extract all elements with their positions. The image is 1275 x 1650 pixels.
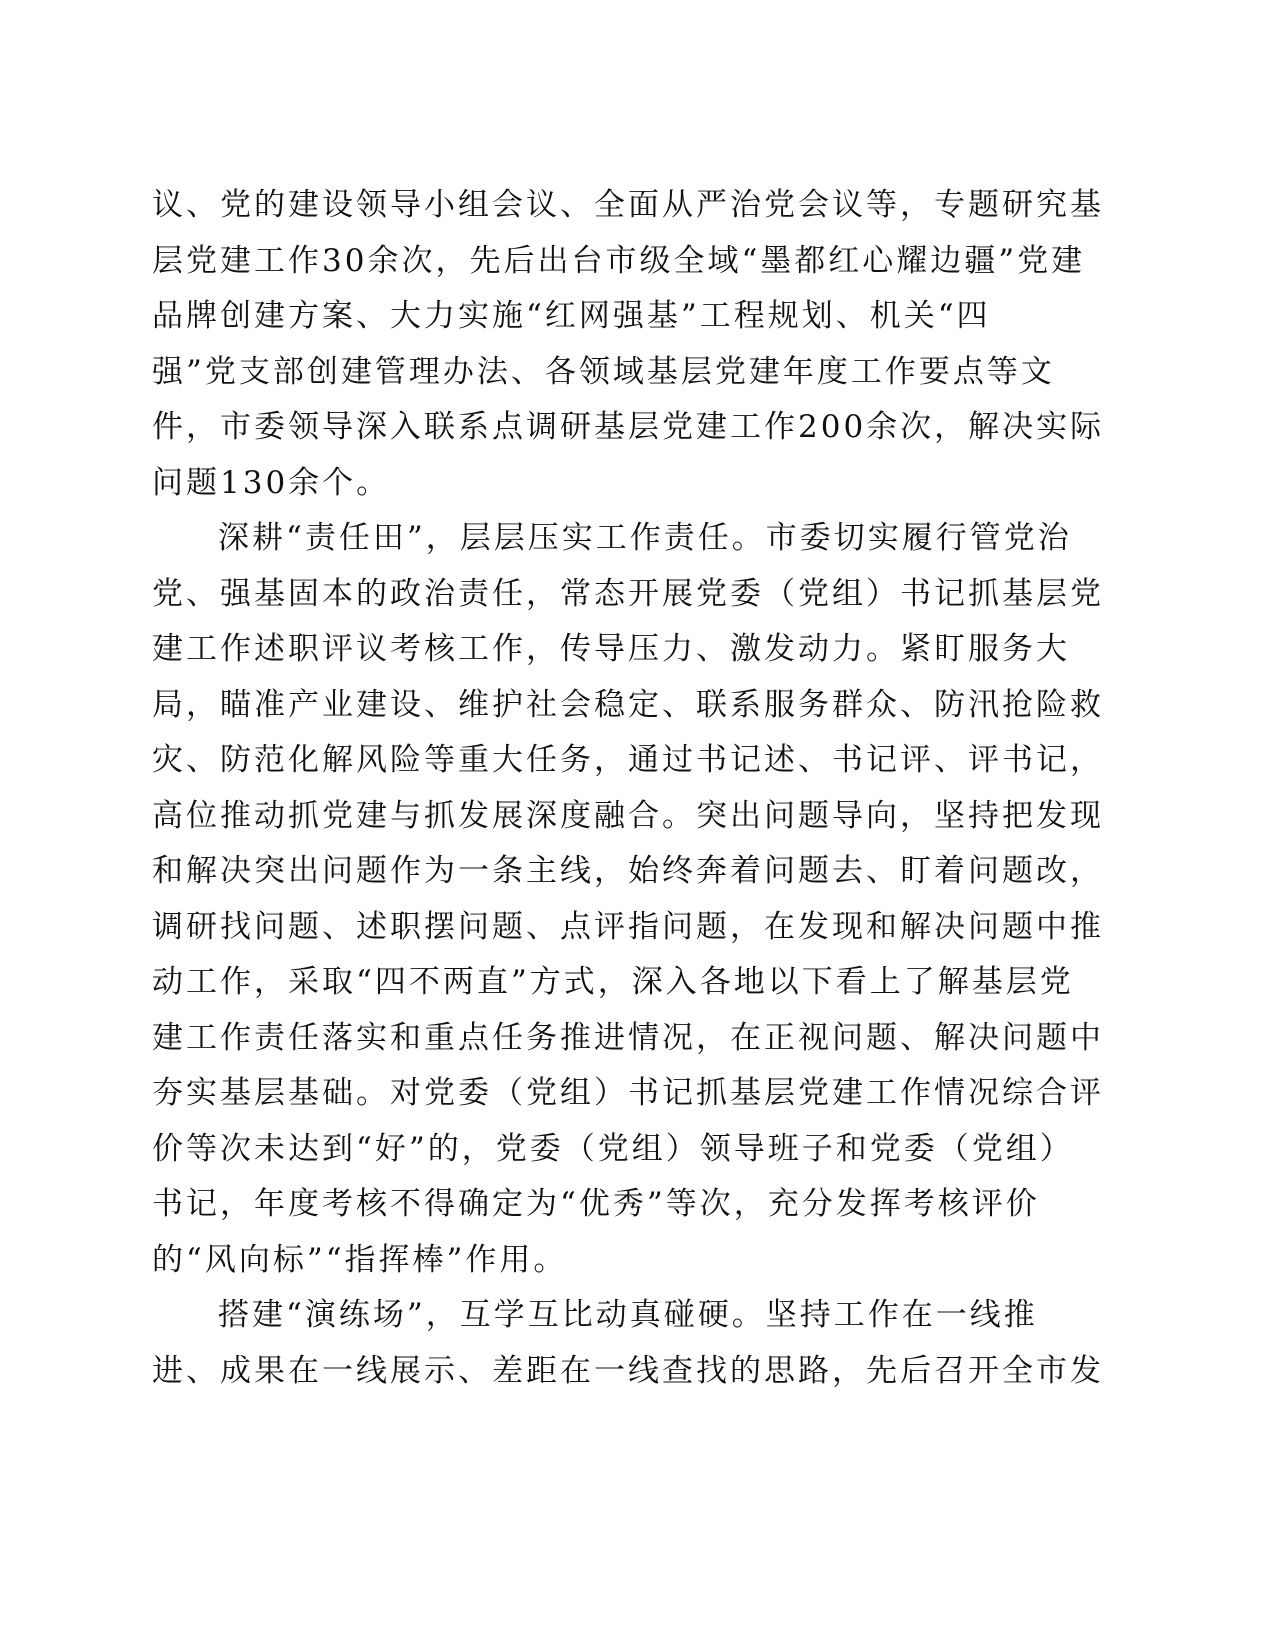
text-line: 的“风向标”“指挥棒”作用。 bbox=[152, 1241, 568, 1278]
text-line: 书记，年度考核不得确定为“优秀”等次，充分发挥考核评价 bbox=[152, 1186, 1040, 1222]
text-line: 建工作述职评议考核工作，传导压力、激发动力。紧盯服务大 bbox=[152, 631, 1070, 667]
text-line: 高位推动抓党建与抓发展深度融合。突出问题导向，坚持把发现 bbox=[152, 797, 1104, 834]
text-line: 价等次未达到“好”的，党委（党组）领导班子和党委（党组） bbox=[152, 1130, 1074, 1167]
text-line: 进、成果在一线展示、差距在一线查找的思路，先后召开全市发 bbox=[152, 1352, 1104, 1389]
text-line: 灾、防范化解风险等重大任务，通过书记述、书记评、评书记， bbox=[152, 742, 1104, 778]
text-line: 建工作责任落实和重点任务推进情况，在正视问题、解决问题中 bbox=[152, 1019, 1104, 1056]
text-line: 搭建“演练场”，互学互比动真碰硬。坚持工作在一线推 bbox=[218, 1297, 1038, 1333]
text-line: 议、党的建设领导小组会议、全面从严治党会议等，专题研究基 bbox=[152, 187, 1104, 223]
text-line: 夯实基层基础。对党委（党组）书记抓基层党建工作情况综合评 bbox=[152, 1075, 1104, 1111]
text-line: 品牌创建方案、大力实施“红网强基”工程规划、机关“四 bbox=[152, 298, 991, 334]
text-line: 件，市委领导深入联系点调研基层党建工作200余次，解决实际 bbox=[152, 409, 1105, 445]
text-line: 深耕“责任田”，层层压实工作责任。市委切实履行管党治 bbox=[218, 520, 1072, 556]
body-text bbox=[152, 178, 1105, 1399]
text-line: 调研找问题、述职摆问题、点评指问题，在发现和解决问题中推 bbox=[152, 908, 1104, 945]
text-line: 层党建工作30余次，先后出台市级全域“墨都红心耀边疆”党建 bbox=[152, 242, 1086, 279]
text-line: 动工作，采取“四不两直”方式，深入各地以下看上了解基层党 bbox=[152, 964, 1074, 1000]
text-line: 和解决突出问题作为一条主线，始终奔着问题去、盯着问题改， bbox=[152, 853, 1104, 889]
text-line: 党、强基固本的政治责任，常态开展党委（党组）书记抓基层党 bbox=[152, 575, 1104, 612]
text-line: 问题130余个。 bbox=[152, 464, 391, 501]
text-line: 局，瞄准产业建设、维护社会稳定、联系服务群众、防汛抢险救 bbox=[152, 686, 1104, 723]
text-line: 强”党支部创建管理办法、各领域基层党建年度工作要点等文 bbox=[152, 353, 1055, 390]
